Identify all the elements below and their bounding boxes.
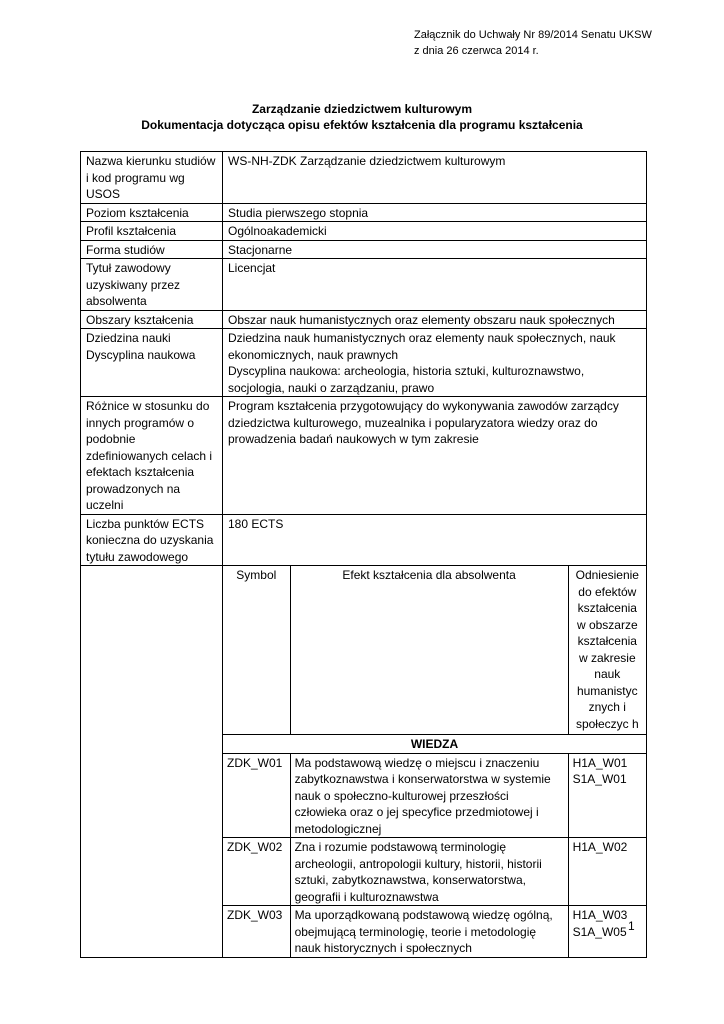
label-line: Dziedzina nauki <box>86 331 171 345</box>
row-value: Studia pierwszego stopnia <box>223 203 647 222</box>
effect-symbol: ZDK_W03 <box>223 906 290 957</box>
row-value: Program kształcenia przygotowujący do wykonywania zawodów zarządcy dziedzictwa kulturowego, muzealnika i popularyzatora wiedzy oraz do prowadzenia badań naukowych w tym zakresie <box>223 397 647 515</box>
row-value: Licencjat <box>223 259 647 311</box>
document-title <box>0 101 724 133</box>
row-label: Profil kształcenia <box>81 222 223 241</box>
effect-reference <box>568 838 646 906</box>
table-row <box>81 240 647 259</box>
table-row <box>81 222 647 241</box>
table-row <box>81 397 647 515</box>
header-note <box>414 27 714 59</box>
symbol-header: Symbol <box>223 566 290 735</box>
row-label: Nazwa kierunku studiów i kod programu wg USOS <box>81 152 223 204</box>
row-label: Poziom kształcenia <box>81 203 223 222</box>
reference-header: Odniesienie do efektów kształcenia w obszarze kształcenia w zakresie nauk humanistyc znych i społeczyc h <box>568 566 646 735</box>
effects-cell <box>223 566 647 958</box>
effect-header: Efekt kształcenia dla absolwenta <box>290 566 568 735</box>
table-row <box>81 566 647 958</box>
effects-header-row <box>223 566 646 735</box>
row-value <box>223 329 647 397</box>
label-line: Dyscyplina naukowa <box>86 347 196 362</box>
row-label: Różnice w stosunku do innych programów o podobnie zdefiniowanych celach i efektach kształcenia prowadzonych na uczelni <box>81 397 223 515</box>
effect-description: Zna i rozumie podstawową terminologię archeologii, antropologii kultury, historii, historii sztuki, zabytkoznawstwa, konserwatorstwa, geografii i kulturoznawstwa <box>290 838 568 906</box>
row-value: Ogólnoakademicki <box>223 222 647 241</box>
effect-description: Ma uporządkowaną podstawową wiedzę ogólną, obejmującą terminologię, teorie i metodologię nauk historycznych i społecznych <box>290 906 568 957</box>
table-row <box>81 152 647 204</box>
reference-code: H1A_W03 <box>572 908 628 922</box>
table-row <box>81 514 647 566</box>
resolution-date: z dnia 26 czerwca 2014 r. <box>414 45 539 57</box>
row-value: 180 ECTS <box>223 514 647 566</box>
section-row <box>223 735 646 754</box>
row-value: Obszar nauk humanistycznych oraz elementy obszaru nauk społecznych <box>223 310 647 329</box>
row-label: Obszary kształcenia <box>81 310 223 329</box>
reference-code: H1A_W01 <box>572 755 628 770</box>
reference-code: S1A_W01 <box>572 772 627 786</box>
table-row <box>81 310 647 329</box>
reference-code: H1A_W02 <box>572 840 628 854</box>
title-line-2: Dokumentacja dotycząca opisu efektów kształcenia dla programu kształcenia <box>141 118 583 132</box>
table-row <box>223 753 646 838</box>
table-row <box>81 329 647 397</box>
resolution-reference: Załącznik do Uchwały Nr 89/2014 Senatu UKSW <box>414 29 652 41</box>
effect-description: Ma podstawową wiedzę o miejscu i znaczeniu zabytkoznawstwa i konserwatorstwa w systemie nauk o społeczno-kulturowej przeszłości człowieka oraz o jej specyfice przedmiotowej i metodologicznej <box>290 753 568 838</box>
effect-reference <box>568 753 646 838</box>
effect-symbol: ZDK_W01 <box>223 753 290 838</box>
reference-code: S1A_W05 <box>572 924 627 939</box>
section-label: WIEDZA <box>223 735 646 754</box>
table-row <box>223 906 646 957</box>
table-row <box>81 259 647 311</box>
row-value: WS-NH-ZDK Zarządzanie dziedzictwem kulturowym <box>223 152 647 204</box>
row-label: Tytuł zawodowy uzyskiwany przez absolwenta <box>81 259 223 311</box>
value-line: Dziedzina nauk humanistycznych oraz elementy nauk społecznych, nauk ekonomicznych, nauk prawnych <box>228 331 616 362</box>
table-row <box>223 838 646 906</box>
row-label <box>81 329 223 397</box>
row-label: Liczba punktów ECTS konieczna do uzyskania tytułu zawodowego <box>81 514 223 566</box>
program-table <box>80 151 647 958</box>
row-value: Stacjonarne <box>223 240 647 259</box>
row-label <box>81 566 223 958</box>
value-line: Dyscyplina naukowa: archeologia, historia sztuki, kulturoznawstwo, socjologia, nauki o zarządzaniu, prawo <box>228 364 585 395</box>
table-row <box>81 203 647 222</box>
effect-symbol: ZDK_W02 <box>223 838 290 906</box>
row-label: Forma studiów <box>81 240 223 259</box>
title-line-1: Zarządzanie dziedzictwem kulturowym <box>251 102 473 116</box>
page-number: 1 <box>628 919 635 933</box>
effects-table <box>223 566 646 957</box>
